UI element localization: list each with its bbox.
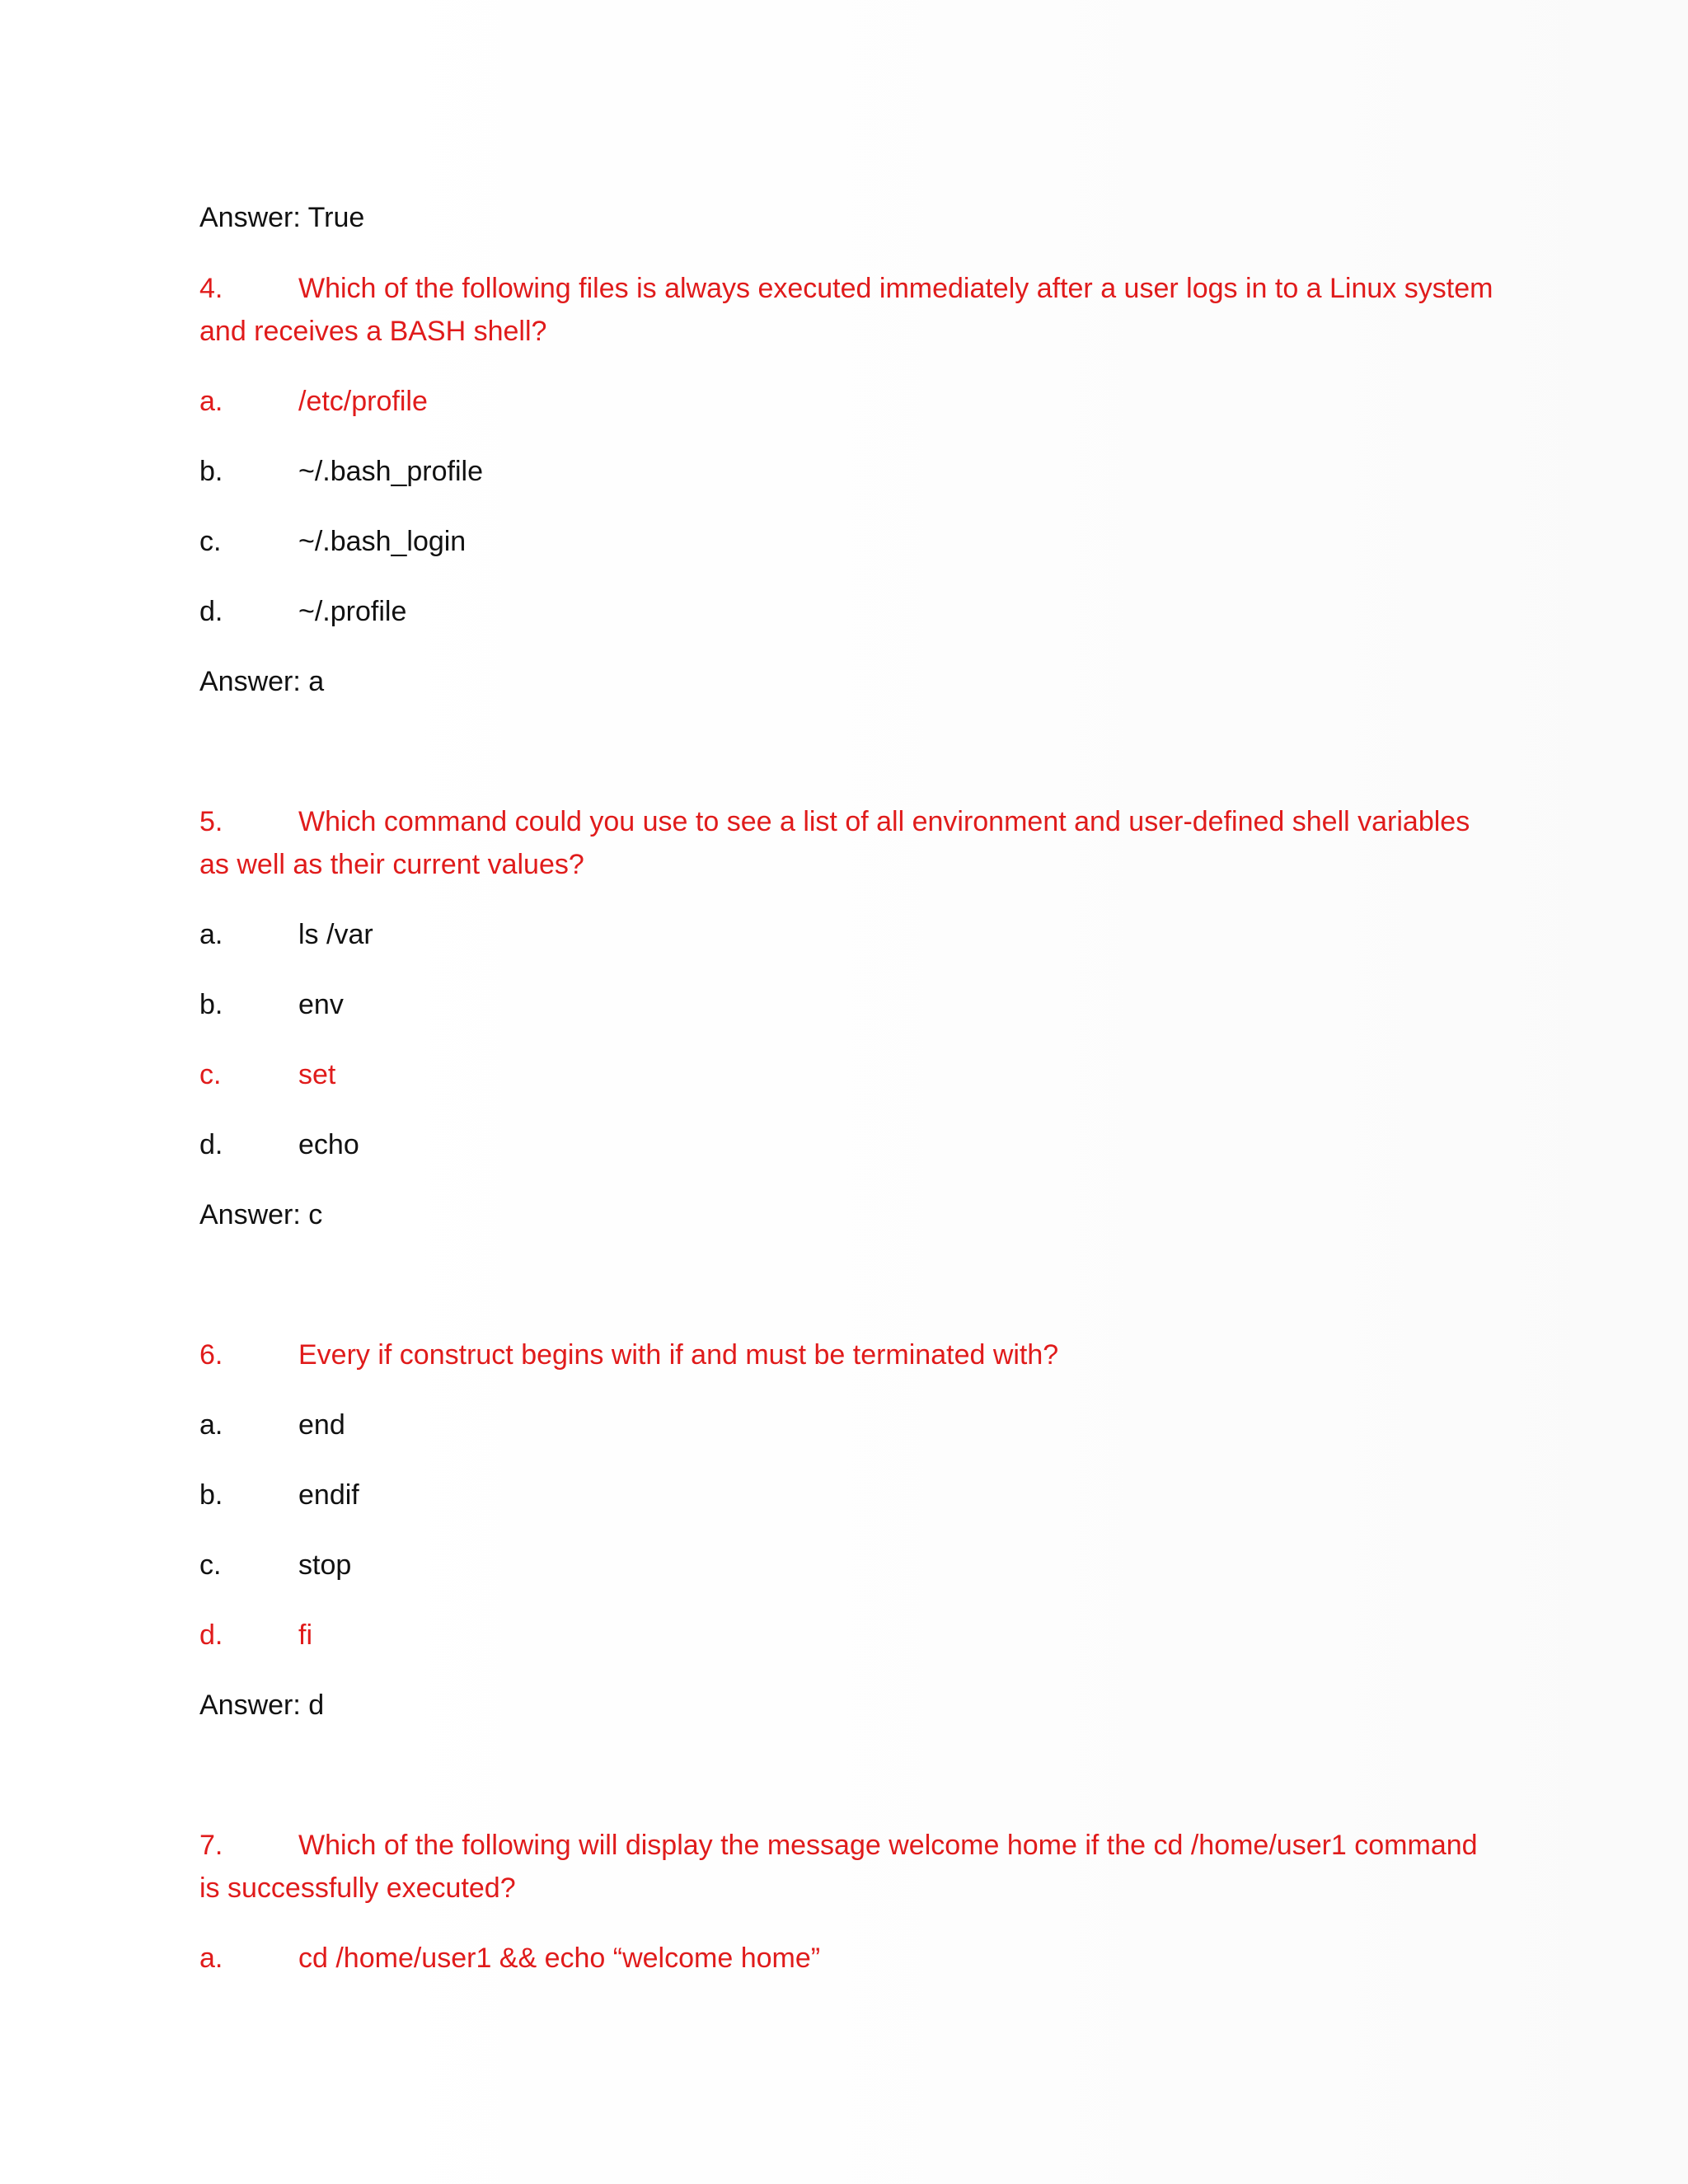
option-letter: b. [199,1479,223,1511]
option-row [199,1053,1502,1096]
question-body: Which command could you use to see a list of all environment and user-defined shell variables as well as their current values? [199,806,1470,880]
option-text: cd /home/user1 && echo “welcome home” [298,1943,821,1974]
option-row [199,1614,1502,1657]
question-number: 7. [199,1830,223,1861]
question-number: 4. [199,273,223,304]
question-text [199,267,1502,353]
option-row [199,1474,1502,1516]
question-block [199,800,1502,1236]
question-block [199,1824,1502,1980]
question-block [199,267,1502,703]
option-row [199,913,1502,956]
question-text [199,800,1502,886]
option-row [199,983,1502,1026]
option-letter: a. [199,1943,223,1974]
option-letter: d. [199,596,223,627]
option-text: ~/.bash_login [298,526,467,557]
option-row [199,1123,1502,1166]
option-letter: b. [199,989,223,1020]
option-letter: d. [199,1619,223,1651]
answer-line: Answer: a [199,666,325,697]
option-row [199,450,1502,493]
option-letter: a. [199,919,223,950]
option-letter: a. [199,1409,223,1441]
option-text: ~/.profile [298,596,407,627]
option-row [199,590,1502,633]
option-row [199,1404,1502,1446]
option-letter: c. [199,1059,222,1090]
question-number: 6. [199,1339,223,1371]
option-row [199,520,1502,563]
answer-line: Answer: c [199,1199,323,1230]
option-letter: a. [199,386,223,417]
question-body: Every if construct begins with if and must be terminated with? [298,1339,1059,1371]
question-text [199,1333,1502,1376]
option-text: ls /var [298,919,373,950]
option-row [199,380,1502,423]
option-text: set [298,1059,336,1090]
question-body: Which of the following files is always executed immediately after a user logs in to a Linux system and receives a BASH shell? [199,273,1493,347]
option-text: end [298,1409,345,1441]
option-text: ~/.bash_profile [298,456,483,487]
option-text: env [298,989,344,1020]
document-content [199,196,1502,1980]
option-text: endif [298,1479,359,1511]
spacer [199,1236,1502,1333]
answer-line: Answer: True [199,202,365,233]
spacer [199,1727,1502,1824]
question-number: 5. [199,806,223,837]
option-text: stop [298,1549,352,1581]
option-letter: b. [199,456,223,487]
option-row [199,1937,1502,1980]
option-text: fi [298,1619,312,1651]
question-block [199,1333,1502,1727]
option-text: echo [298,1129,359,1160]
answer-line: Answer: d [199,1690,325,1721]
option-letter: c. [199,1549,222,1581]
option-row [199,1544,1502,1586]
question-text [199,1824,1502,1910]
question-body: Which of the following will display the message welcome home if the cd /home/user1 command is successfully executed? [199,1830,1478,1904]
spacer [199,703,1502,800]
option-text: /etc/profile [298,386,428,417]
option-letter: d. [199,1129,223,1160]
option-letter: c. [199,526,222,557]
